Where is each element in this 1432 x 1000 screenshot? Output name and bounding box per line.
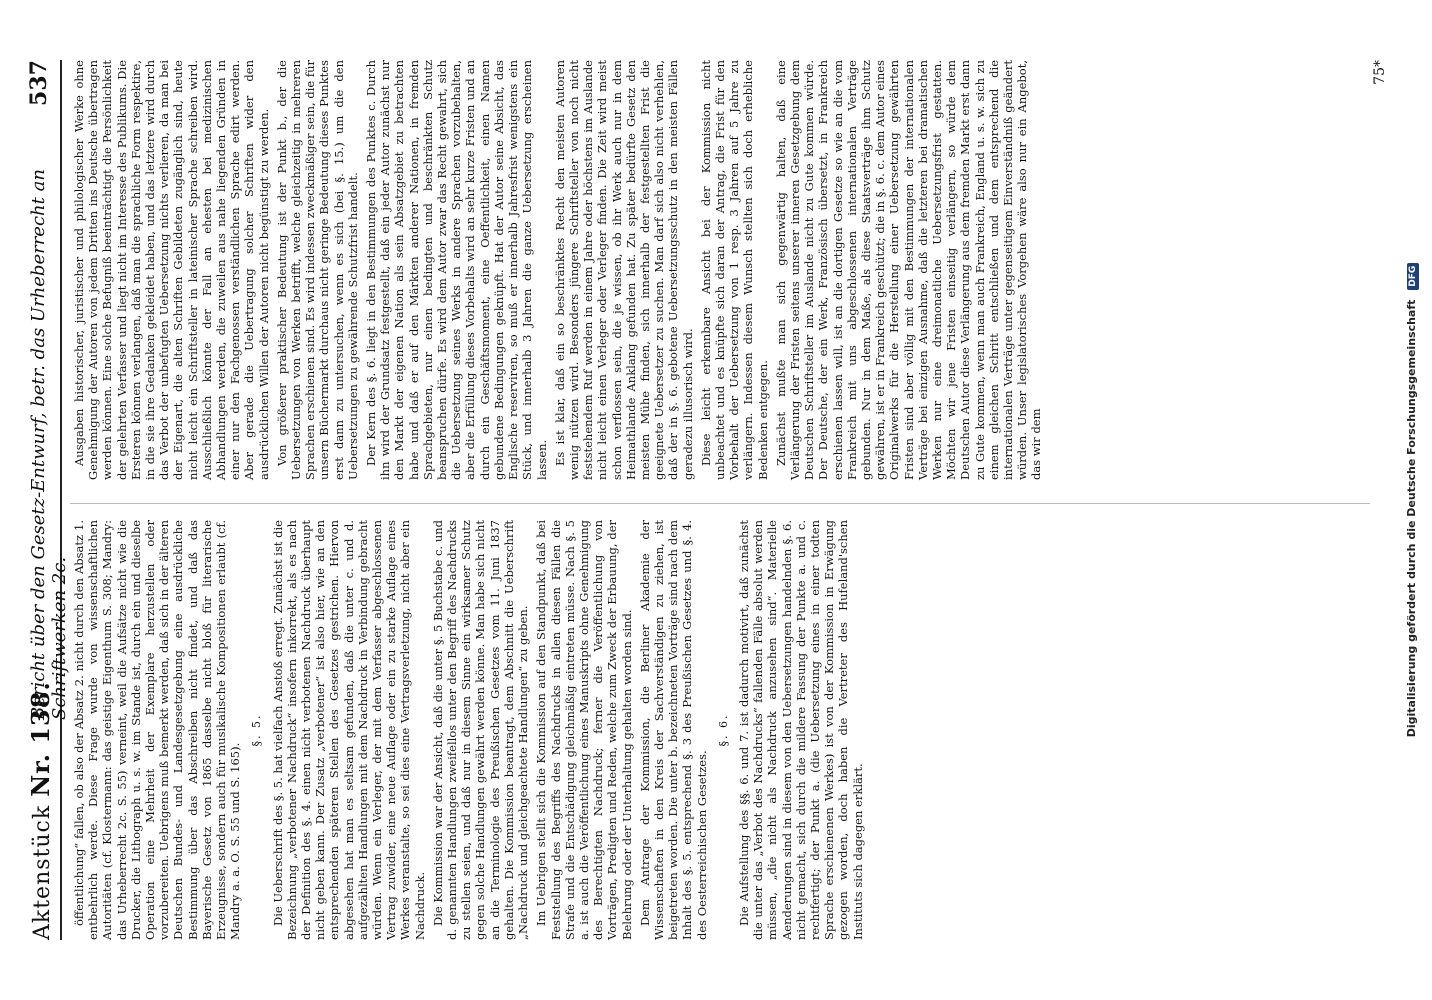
column-divider (70, 503, 1370, 504)
paragraph: Die Ueberschrift des §. 5. hat vielfach Anstoß erregt. Zunächst ist die Bezeichnung „verbotener Nachdruck“ insofern inkorrekt, als es nach der Definition des §. 4. einen nicht verbotenen Nachdruck überhaupt nicht geben kann. Der Zusatz „verbotener“ ist also hier, wie an den entsprechenden späteren Stellen des Gesetzes gestrichen. Hiervon abgesehen hat man es seltsam gefunden, daß die unter c. und d. aufgezählten Handlungen mit dem Nachdruck in Verbindung gebracht würden. Wenn ein Verleger, der mit dem Verfasser abgeschlossenen Vertrag zuwider, eine neue Auflage oder ein zu starke Auflage eines Werkes veranstalte, so sei dies eine Vertragsverletzung, nicht aber ein Nachdruck. (270, 520, 427, 940)
paragraph: Der Kern des §. 6. liegt in den Bestimmungen des Punktes c. Durch ihn wird der Grundsatz festgestellt, daß ein jeder Autor zunächst nur den Markt der eigenen Nation als sein Absatzgebiet zu betrachten habe und daß er auf den Märkten anderer Nationen, in fremden Sprachgebieten, nur einen bedingten und beschränkten Schutz beanspruchen dürfe. Es wird dem Autor zwar das Recht gewahrt, sich die Uebersetzung seines Werks in andere Sprachen vorzubehalten, aber die Erfüllung dieses Vorbehalts wird an sehr kurze Fristen und an durch ein Geschäftsmoment, eine Oeffentlichkeit, einen Namen gebundene Bedingungen geknüpft. Hat der Autor seine Absicht, das Englische reserviren, so muß er innerhalb Jahresfrist wenigstens ein Stück, und innerhalb 3 Jahren die ganze Uebersetzung erscheinen lassen. (364, 60, 549, 480)
paragraph: Die Aufstellung des §§. 6. und 7. ist dadurch motivirt, daß zunächst die unter das „Verbot des Nachdrucks“ fallenden Fälle absolut werden müssen, „die nicht als Nachdruck anzusehen sind“. Materielle Aenderungen sind in diesem von den Uebersetzungen handelnden §. 6. nicht gemacht, sich durch die mildere Fassung der Punkte a. und c. rechtfertigt; der Punkt a. (die Uebersetzung eines in einer todten Sprache erschienenen Werkes) ist von der Kommission in Erwägung gezogen worden, doch haben die Vertreter des Hufeland'schen Instituts sich dagegen erklärt. (736, 520, 865, 940)
digitization-footer (1405, 20, 1419, 980)
left-column (72, 520, 869, 940)
dfg-badge: DFG (1407, 263, 1419, 290)
paragraph: Ausgaben historischer, juristischer und philologischer Werke ohne Genehmigung der Autoren von jedem Dritten ins Deutsche übertragen werden können. Eine solche Befugniß beeinträchtigt die Persönlichkeit der gelehrten Verfasser und liegt nicht im Interesse des Publikums. Die Ersteren können verlangen, daß man die sprachliche Form respektire, in die sie ihre Gedanken gekleidet haben, und das letztere wird durch das Verbot der unbefugten Uebersetzung nichts verlieren, da man bei der Eigenart, die alten Schriften Gebildeten zugänglich sind, heute nicht leicht ein Schriftsteller in lateinischer Sprache schreiben wird. Ausschließlich könnte der Fall an ehesten bei medizinischen Abhandlungen werden, die zuweilen aus nahe liegenden Gründen in einer nur den Fachgenossen verständlichen Sprache edirt werden. Aber gerade die Uebertragung solcher Schriften wider den ausdrücklichen Willen der Autoren nicht begünstigt zu werden. (72, 60, 271, 480)
paragraph: Es ist klar, daß ein so beschränktes Recht den meisten Autoren wenig nützen wird. Besonders jüngere Schriftsteller von noch nicht feststehendem Ruf werden in einem Jahre oder höchstens im Auslande nicht leicht einen Verleger oder Verleger finden. Die Zeit wird meist schon verflossen sein, die je wissen, ob ihr Werk auch nur in dem Heimathlande Anklang gefunden hat. Zu später bedürfte Gesetz den meisten Mühe finden, sich innerhalb der festgestellten Frist die geeignete Uebersetzer zu suchen. Man darf sich also nicht verhehlen, daß der in §. 6. gebotene Uebersetzungsschutz in den meisten Fällen geradezu illusorisch wird. (552, 60, 695, 480)
section-heading-5: §. 5. (250, 713, 264, 747)
right-column (72, 60, 1048, 480)
header-label (26, 681, 55, 940)
paragraph: öffentlichung“ fallen, ob also der Absatz 2. nicht durch den Absatz 1. entbehrlich werde. Diese Frage wurde von wissenschaftlichen Autoritäten (cf. Klostermann: das geistige Eigenthum S. 308; Mandry: das Urheberrecht 2c. S. 55) verneint, weil die Aufsätze nicht wie die Drucker, die Lithograph u. s. w. im Stande ist, durch ein und dieselbe Operation eine Mehrheit der Exemplare herzustellen oder vorzubereiten. Uebrigens muß bemerkt werden, daß sich in der älteren Deutschen Bundes- und Landesgesetzgebung eine ausdrückliche Bestimmung über das Abschreiben nicht findet, und daß das Bayerische Gesetz von 1865 dasselbe nicht bloß für literarische Erzeugnisse, sondern auch für musikalische Kompositionen erlaubt (cf. Mandry a. a. O. S. 55 und S. 165). (72, 520, 243, 940)
paragraph: Die Kommission war der Ansicht, daß die unter §. 5 Buchstabe c. und d. genannten Handlungen zweifellos unter den Begriff des Nachdrucks zu stellen seien, und daß nur in diesem Sinne ein wirksamer Schutz gegen solche Handlungen gewährt werden könne. Man habe sich nicht an die Terminologie des Preußischen Gesetzes vom 11. Juni 1837 gehalten. Die Kommission beantragt, dem Abschnitt die Ueberschrift „Nachdruck und gleichgeachtete Handlungen“ zu geben. (430, 520, 531, 940)
paragraph: Dem Antrage der Kommission, die Berliner Akademie der Wissenschaften in den Kreis der Sachverständigen zu ziehen, ist beigetreten worden. Die unter b. bezeichneten Vorträge sind nach dem Inhalt des §. 5. entsprechend §. 3 des Preußischen Gesetzes und §. 4. des Oesterreichischen Gesetzes. (637, 520, 709, 940)
header-label-text: Aktenstück (30, 804, 55, 940)
document-number: Nr. 138. (26, 681, 55, 797)
paragraph: Zunächst mußte man sich gegenwärtig halten, daß eine Verlängerung der Fristen seitens unserer inneren Gesetzgebung dem Deutschen Schriftsteller im Auslande nicht zu Gute kommen würde. Der Deutsche, der ein Werk, Französisch übersetzt, in Frankreich erschienen lassen will, ist an die dortigen Gesetze so wie an die vom Frankreich mit uns abgeschlossenen internationalen Verträge gebunden. Nur in dem Maße, als diese Staatsverträge ihm Schutz gewähren, ist er in Frankreich geschützt; die in §. 6. c. dem Autor eines Originalwerks für die Herstellung einer Uebersetzung gewährten Fristen sind aber völlig mit den Bestimmungen der internationalen Verträge bei einzigen Ausnahme, daß die letzteren bei dramatischen Werken nur eine dreimonatliche Uebersetzungsfrist gestatten. Möchten wir jene Fristen einseitig verlängern, so würde dem Deutschen Autor diese Verlängerung aus dem fremden Markt erst dann zu Gute kommen, wenn man auch Frankreich, England u. s. w. sich zu einem gleichen Schritt entschließen und dem entsprechend die internationalen Verträge unter gegenseitigem Einverständniß geändert würden. Unser legislatorisches Vorgehen wäre also nur ein Angebot, das wir dem (773, 60, 1044, 480)
paragraph: Diese leicht erkennbare Ansicht bei der Kommission nicht unbeachtet und es knüpfte sich daran der Antrag, die Frist für den Vorbehalt der Uebersetzung von 1 resp. 3 Jahren auf 5 Jahre zu verlängern. Indessen diesem Wunsch stellten sich doch erhebliche Bedenken entgegen. (698, 60, 770, 480)
page-header (20, 60, 70, 940)
paragraph: Im Uebrigen stellt sich die Kommission auf den Standpunkt, daß bei Feststellung des Begriffs des Nachdrucks in allen diesen Fällen die Strafe und die Entschädigung gleichmäßig eintreten müsse. Nach §. 5 a. ist auch die Veröffentlichung eines Manuskripts ohne Genehmigung des Berechtigten Nachdruck; ferner die Veröffentlichung von Vorträgen, Predigten und Reden, welche zum Zweck der Erbauung, der Belehrung oder der Unterhaltung gehalten worden sind. (534, 520, 634, 940)
footer-text: Digitalisierung gefördert durch die Deutsche Forschungsgemeinschaft (1405, 299, 1418, 738)
printer-signature: 75* (1372, 60, 1388, 85)
page-number: 537 (26, 60, 52, 106)
section-heading-6: §. 6. (716, 713, 730, 747)
header-title: Bericht über den Gesetz-Entwurf, betr. das Urheberrecht an Schriftwerken 2c. (28, 169, 70, 720)
paragraph: Von größerer praktischer Bedeutung ist der Punkt b., der die Uebersetzungen von Werken betrifft, welche gleichzeitig in mehreren Sprachen erschienen sind. Es wird indessen zweckmäßiger sein, die für unsern Büchermarkt durchaus nicht geringe Bedeutung dieses Punktes erst dann zu untersuchen, wenn es sich (bei §. 15.) um die den Uebersetzungen zu gewährende Schutzfrist handelt. (274, 59, 360, 480)
